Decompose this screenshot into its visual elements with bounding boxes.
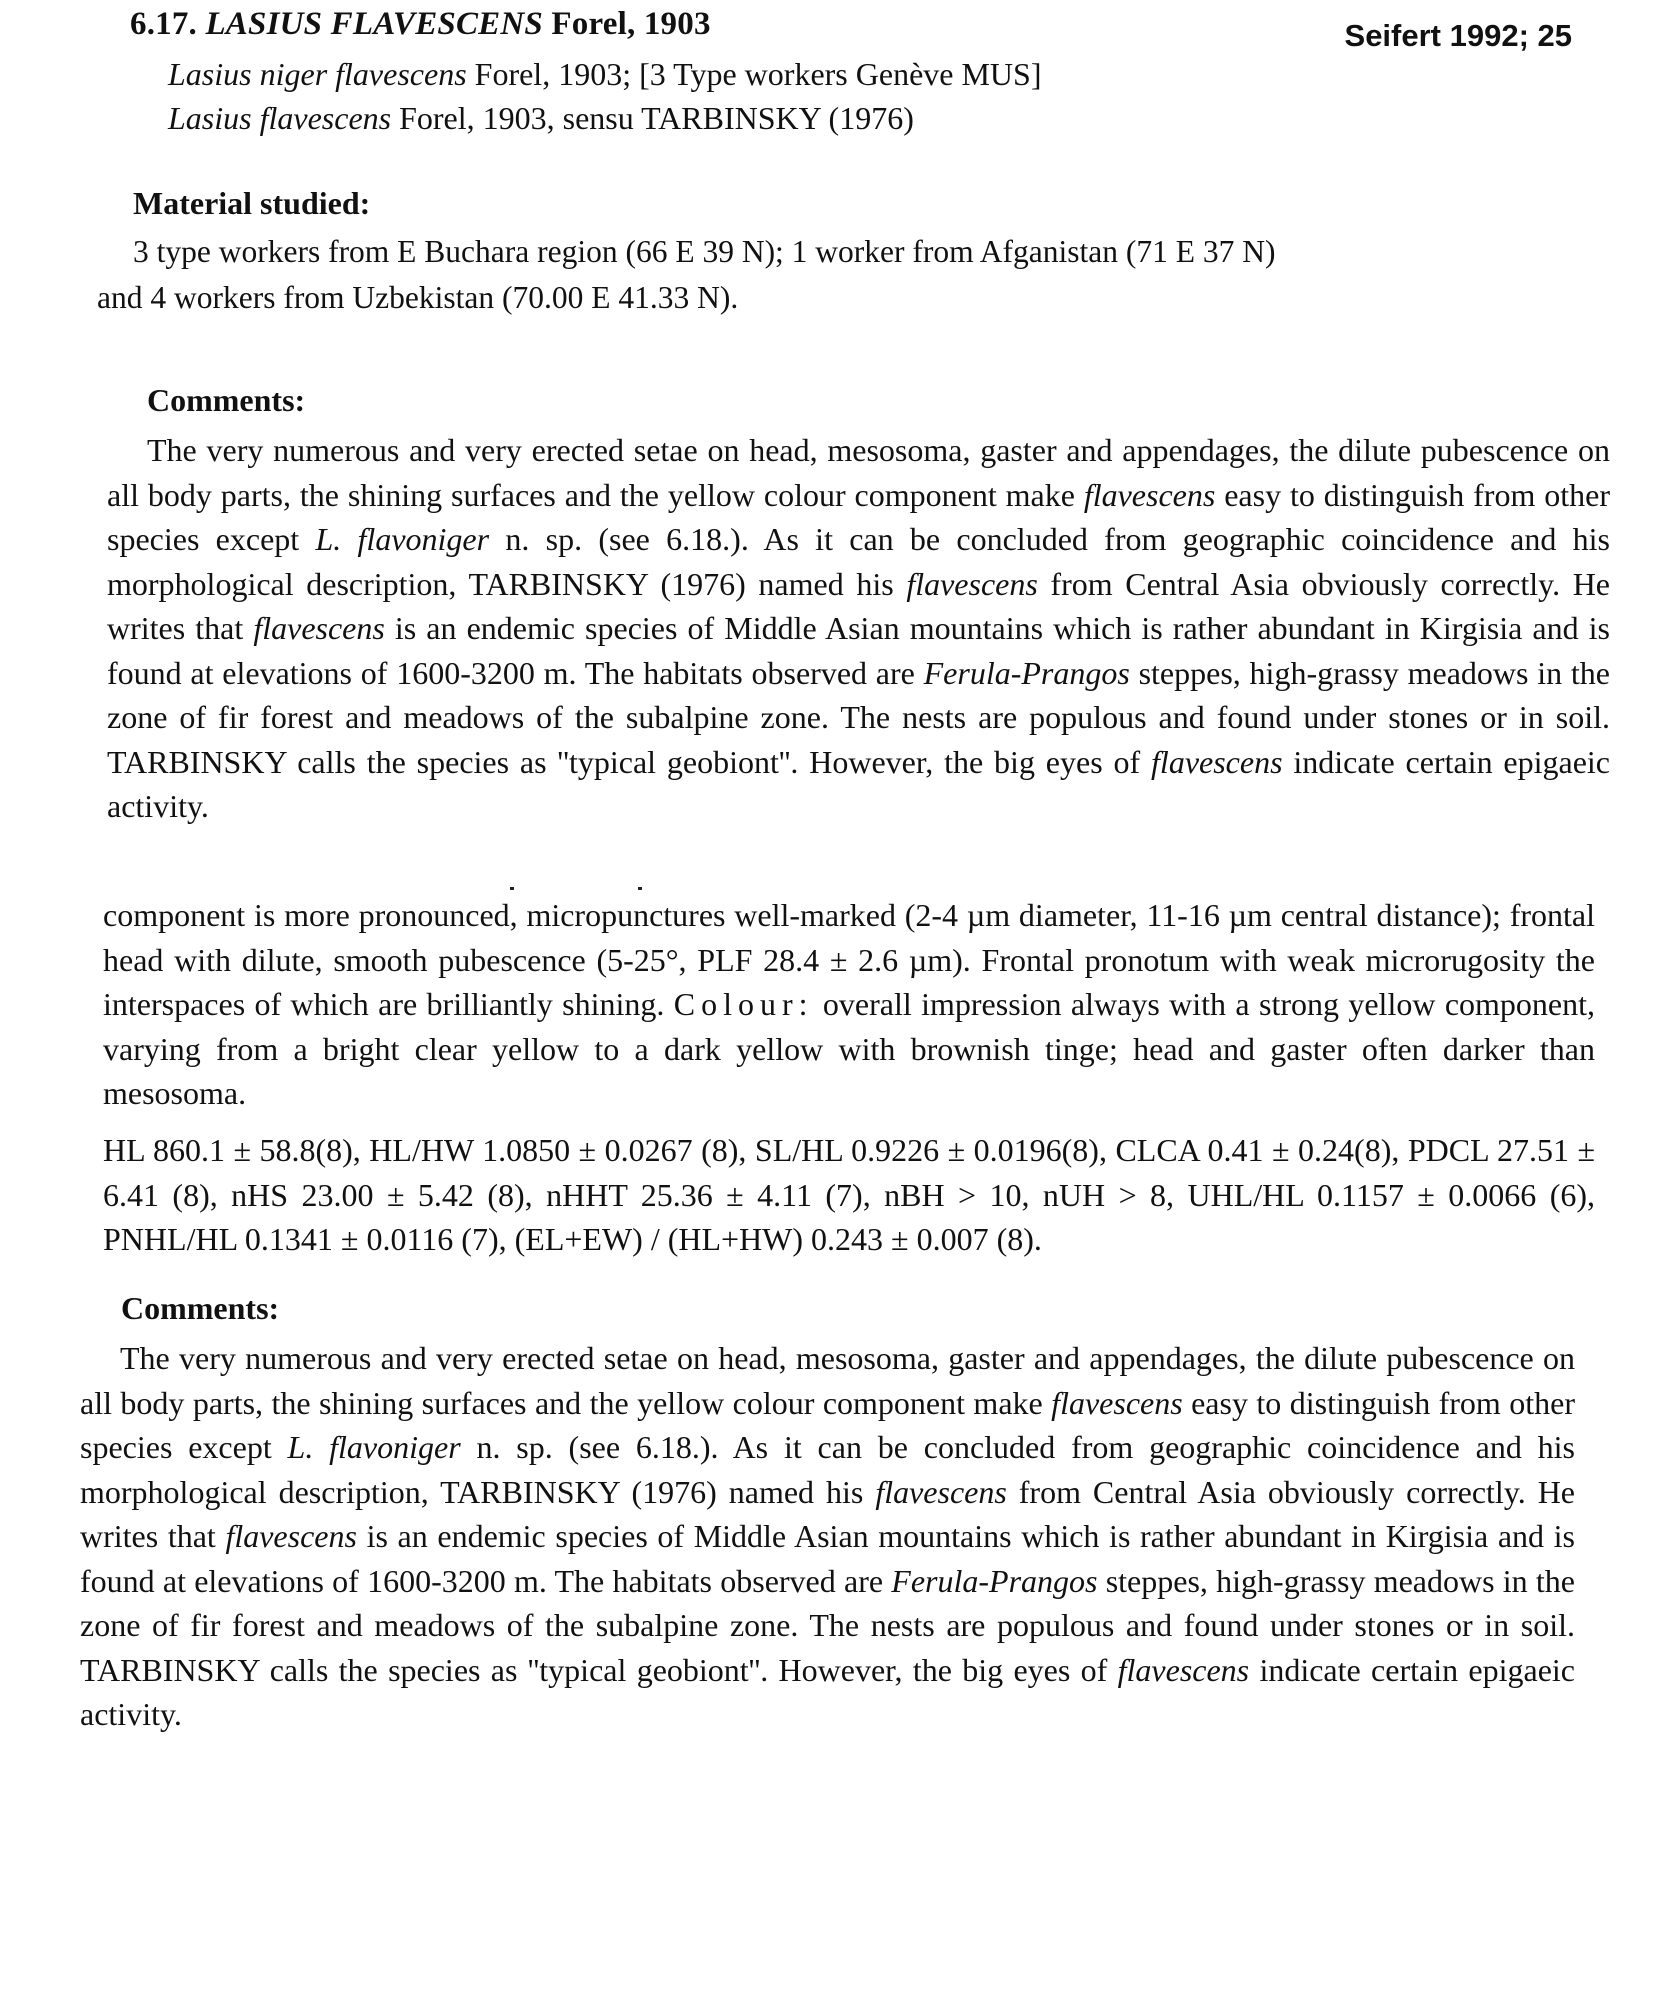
section-number: 6.17. — [130, 6, 197, 42]
material-heading: Material studied: — [133, 185, 371, 221]
species-name: LASIUS FLAVESCENS — [205, 6, 543, 42]
material-line-2: and 4 workers from Uzbekistan (70.00 E 41.33 N). — [97, 280, 739, 315]
section-title — [130, 6, 711, 43]
material-line-1: 3 type workers from E Buchara region (66 E 39 N); 1 worker from Afganistan (71 E 37 N) — [133, 234, 1276, 269]
author-year: Forel, 1903 — [551, 6, 711, 42]
scan-mark — [638, 887, 642, 890]
synonym-line — [168, 96, 914, 140]
comments-heading: Comments: — [147, 382, 306, 418]
comments-paragraph: The very numerous and very erected setae on head, mesosoma, gaster and appendages, the dilute pubescence on all body parts, the shining surfaces and the yellow colour component make flavescens easy to distinguish from other species except L. flavoniger n. sp. (see 6.18.). As it can be concluded from geographic coincidence and his morphological description, TARBINSKY (1976) named his flavescens from Central Asia obviously correctly. He writes that flavescens is an endemic species of Middle Asian mountains which is rather abundant in Kirgisia and is found at elevations of 1600-3200 m. The habitats observed are Ferula-Prangos steppes, high-grassy meadows in the zone of fir forest and meadows of the subalpine zone. The nests are populous and found under stones or in soil. TARBINSKY calls the species as ''typical geobiont''. However, the big eyes of flavescens indicate certain epigaeic activity. — [107, 432, 1611, 824]
comments-heading: Comments: — [121, 1290, 280, 1326]
synonym-detail: Forel, 1903, sensu TARBINSKY (1976) — [391, 100, 914, 136]
description-paragraph: component is more pronounced, micropunctures well-marked (2-4 µm diameter, 11-16 µm central distance); frontal head with dilute, smooth pubescence (5-25°, PLF 28.4 ± 2.6 µm). Frontal pronotum with weak microrugosity the interspaces of which are brilliantly shining. Colour: overall impression always with a strong yellow component, varying from a bright clear yellow to a dark yellow with brownish tinge; head and gaster often darker than mesosoma. — [103, 897, 1596, 1111]
synonym-line — [168, 52, 1041, 96]
colour-label: Colour: — [673, 986, 814, 1022]
synonym-name: Lasius flavescens — [168, 100, 392, 136]
reference-citation: Seifert 1992; 25 — [1344, 18, 1572, 53]
synonym-detail: Forel, 1903; [3 Type workers Genève MUS] — [466, 56, 1042, 92]
measurements-paragraph: HL 860.1 ± 58.8(8), HL/HW 1.0850 ± 0.0267 (8), SL/HL 0.9226 ± 0.0196(8), CLCA 0.41 ± 0.24(8), PDCL 27.51 ± 6.41 (8), nHS 23.00 ± 5.42 (8), nHHT 25.36 ± 4.11 (7), nBH > 10, nUH > 8, UHL/HL 0.1157 ± 0.0066 (6), PNHL/HL 0.1341 ± 0.0116 (7), (EL+EW) / (HL+HW) 0.243 ± 0.007 (8). — [103, 1132, 1595, 1257]
synonym-name: Lasius niger flavescens — [168, 56, 467, 92]
comments-paragraph: The very numerous and very erected setae on head, mesosoma, gaster and appendages, the dilute pubescence on all body parts, the shining surfaces and the yellow colour component make flavescens easy to distinguish from other species except L. flavoniger n. sp. (see 6.18.). As it can be concluded from geographic coincidence and his morphological description, TARBINSKY (1976) named his flavescens from Central Asia obviously correctly. He writes that flavescens is an endemic species of Middle Asian mountains which is rather abundant in Kirgisia and is found at elevations of 1600-3200 m. The habitats observed are Ferula-Prangos steppes, high-grassy meadows in the zone of fir forest and meadows of the subalpine zone. The nests are populous and found under stones or in soil. TARBINSKY calls the species as ''typical geobiont''. However, the big eyes of flavescens indicate certain epigaeic activity. — [80, 1340, 1576, 1732]
scan-mark — [510, 887, 514, 890]
